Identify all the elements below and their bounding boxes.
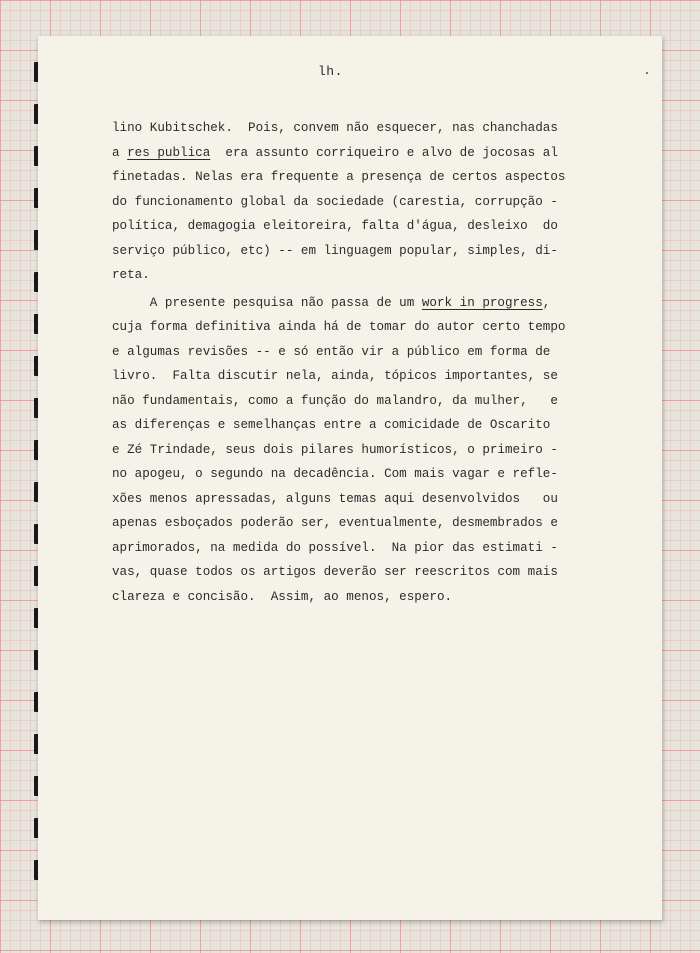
text-line	[112, 239, 592, 264]
text-line	[112, 438, 592, 463]
line-text: A presente pesquisa não passa de um	[112, 295, 422, 310]
line-text: no apogeu, o segundo na decadência. Com mais vagar e refle-	[112, 467, 558, 481]
line-text: e Zé Trindade, seus dois pilares humorísticos, o primeiro -	[112, 442, 558, 457]
line-text: não fundamentais, como a função do malandro, da mulher, e	[112, 393, 558, 408]
line-text: clareza e concisão. Assim, ao menos, espero.	[112, 589, 453, 604]
text-line	[112, 141, 592, 166]
line-text: livro. Falta discutir nela, ainda, tópicos importantes, se	[112, 369, 558, 383]
line-text: a	[112, 145, 128, 160]
paragraph-1	[112, 116, 592, 288]
text-line	[112, 511, 592, 536]
text-line	[112, 263, 592, 288]
text-line	[112, 291, 592, 316]
line-text: reta.	[112, 268, 150, 282]
line-text: política, demagogia eleitoreira, falta d'água, desleixo do	[112, 219, 558, 233]
paragraph-2	[112, 291, 592, 610]
text-line	[112, 487, 592, 512]
line-text: apenas esboçados poderão ser, eventualmente, desmembrados e	[112, 516, 558, 530]
text-line	[112, 190, 592, 215]
line-text: do funcionamento global da sociedade (carestia, corrupção -	[112, 194, 558, 209]
text-line	[112, 364, 592, 389]
line-text: xões menos apressadas, alguns temas aqui desenvolvidos ou	[112, 491, 558, 506]
line-text: aprimorados, na medida do possível. Na pior das estimati -	[112, 540, 558, 555]
text-line	[112, 413, 592, 438]
line-text: as diferenças e semelhanças entre a comicidade de Oscarito	[112, 418, 551, 432]
text-line	[112, 340, 592, 365]
line-text: cuja forma definitiva ainda há de tomar do autor certo tempo	[112, 320, 566, 334]
text-line	[112, 462, 592, 487]
text-line	[112, 116, 592, 141]
body-text	[112, 116, 592, 609]
text-line	[112, 165, 592, 190]
text-line	[112, 315, 592, 340]
line-text: e algumas revisões -- e só então vir a público em forma de	[112, 344, 551, 359]
text-line	[112, 560, 592, 585]
text-line	[112, 214, 592, 239]
page-number: lh.	[318, 64, 343, 79]
text-line	[112, 389, 592, 414]
line-text: era assunto corriqueiro e alvo de jocosas al	[210, 145, 558, 160]
underlined-phrase: res publica	[127, 145, 211, 160]
paper-speck	[646, 72, 648, 74]
line-text: serviço público, etc) -- em linguagem popular, simples, di-	[112, 243, 558, 258]
line-text: vas, quase todos os artigos deverão ser reescritos com mais	[112, 565, 558, 579]
line-text: lino Kubitschek. Pois, convem não esquecer, nas chanchadas	[112, 121, 558, 135]
line-text: ,	[542, 295, 551, 310]
line-text: finetadas. Nelas era frequente a presença de certos aspectos	[112, 170, 566, 184]
text-line	[112, 536, 592, 561]
underlined-phrase: work in progress	[421, 295, 543, 310]
text-line	[112, 585, 592, 610]
